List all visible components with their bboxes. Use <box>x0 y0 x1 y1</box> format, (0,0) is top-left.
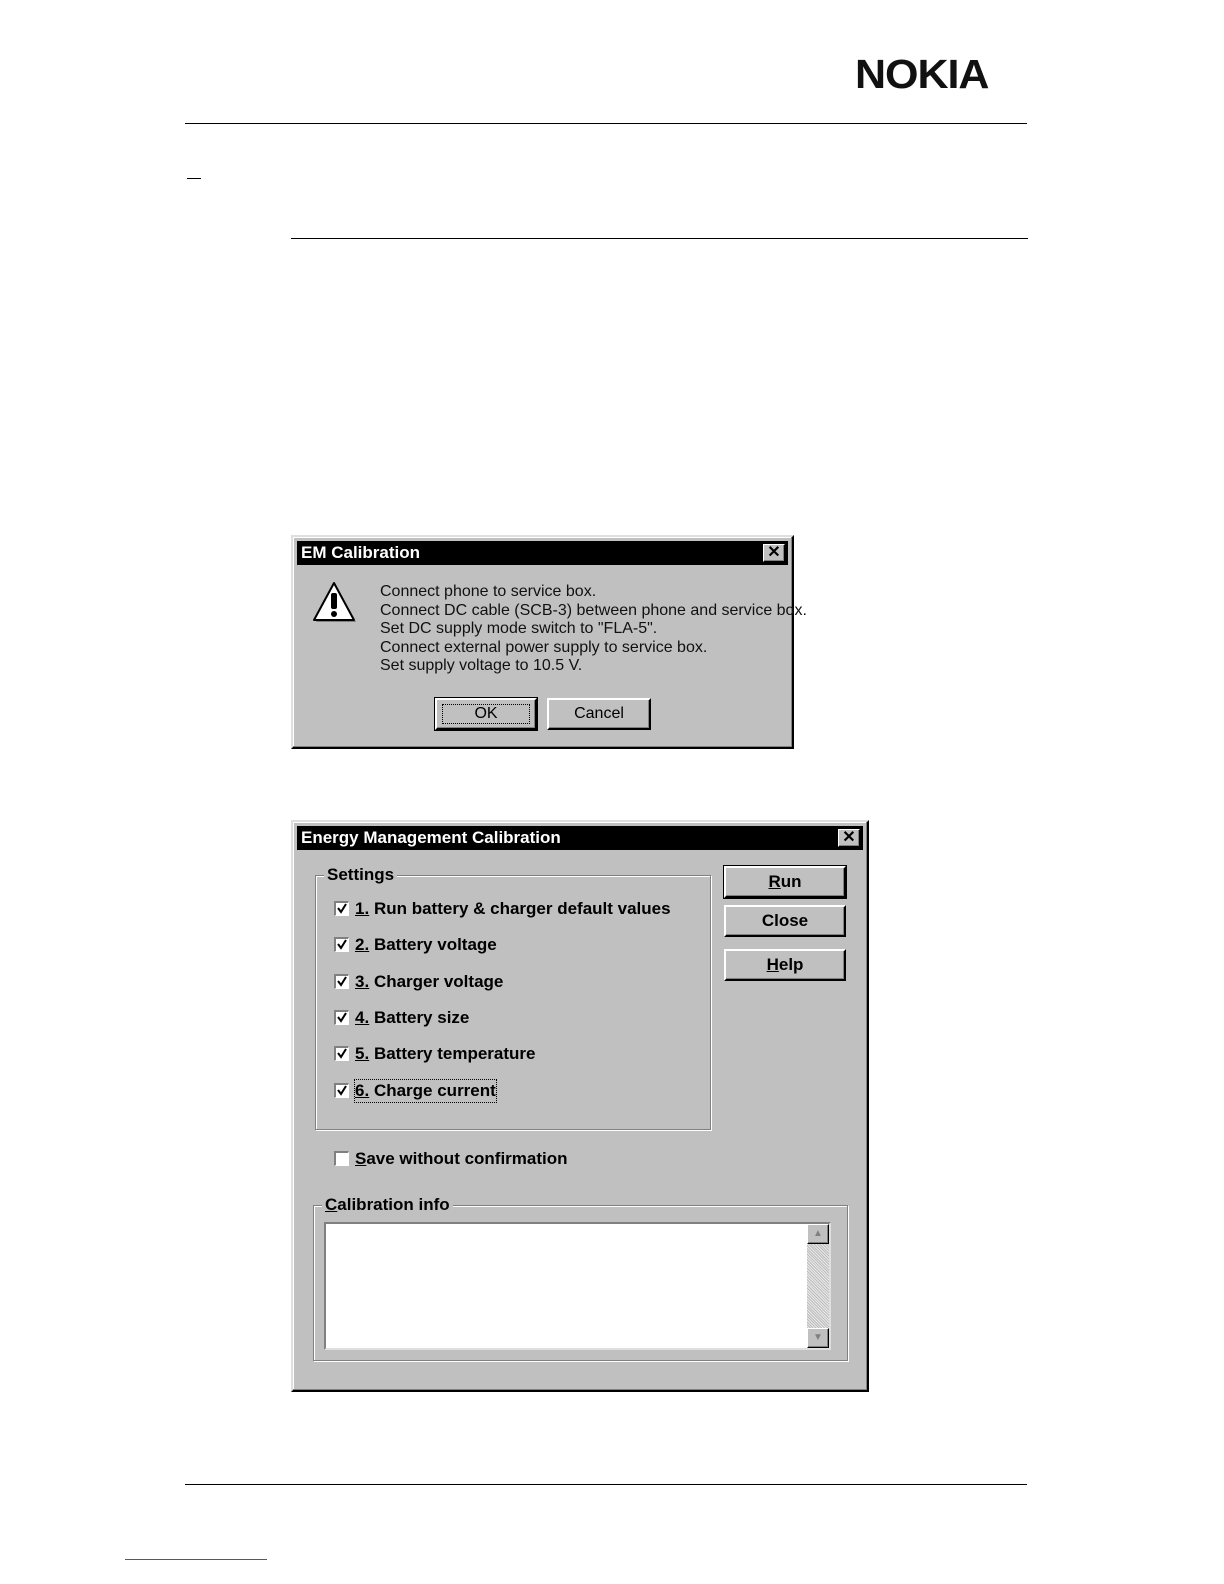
setting-number: 6 <box>355 1081 365 1100</box>
message-line: Connect external power supply to service box. <box>380 638 708 656</box>
close-label: Close <box>761 911 809 930</box>
em-calibration-title: EM Calibration <box>301 543 421 562</box>
vertical-scrollbar[interactable] <box>807 1224 829 1348</box>
save-without-confirmation-checkbox[interactable] <box>334 1151 349 1166</box>
setting-label: 4. Battery size <box>355 1008 470 1027</box>
save-hotkey: S <box>355 1149 367 1168</box>
setting-label: 3. Charger voltage <box>355 972 504 991</box>
setting-text: Charger voltage <box>373 972 504 991</box>
checkbox[interactable] <box>334 1083 349 1098</box>
save-label-rest: ave without confirmation <box>366 1149 568 1168</box>
setting-text: Battery voltage <box>373 935 497 954</box>
run-hotkey: R <box>768 872 781 891</box>
run-label: un <box>780 872 802 891</box>
emc-titlebar <box>297 826 863 850</box>
nokia-logo: NOKIA <box>855 51 989 97</box>
setting-label: 1. Run battery & charger default values <box>355 899 671 918</box>
emc-title: Energy Management Calibration <box>301 828 561 847</box>
settings-label: Settings <box>324 865 397 885</box>
help-button[interactable] <box>724 949 846 981</box>
checkbox[interactable] <box>334 1010 349 1025</box>
help-hotkey: H <box>766 955 779 974</box>
em-calibration-titlebar <box>297 541 788 565</box>
scroll-up-arrow-icon[interactable]: ▲ <box>807 1224 829 1244</box>
section-rule <box>291 238 1028 239</box>
help-label: elp <box>778 955 804 974</box>
run-button[interactable] <box>724 866 846 898</box>
checkbox[interactable] <box>334 937 349 952</box>
setting-number: 3 <box>355 972 365 991</box>
footer-rule <box>185 1484 1027 1485</box>
setting-number: 5 <box>355 1044 365 1063</box>
calibration-info-label <box>322 1195 453 1215</box>
message-line: Set supply voltage to 10.5 V. <box>380 657 583 674</box>
calibration-info-group <box>313 1195 848 1361</box>
setting-text: Run battery & charger default values <box>373 899 671 918</box>
close-icon[interactable]: ✕ <box>838 829 860 847</box>
save-without-confirmation-label <box>355 1148 568 1170</box>
ok-button[interactable] <box>435 698 537 730</box>
setting-number: 1 <box>355 899 365 918</box>
message-line: Connect DC cable (SCB-3) between phone and service box. <box>380 601 807 619</box>
setting-label: 6. Charge current <box>355 1081 496 1100</box>
setting-label: 2. Battery voltage <box>355 935 497 954</box>
calibration-label-rest: alibration info <box>337 1195 450 1214</box>
header-rule <box>185 123 1027 124</box>
warning-icon <box>311 581 357 625</box>
close-icon[interactable]: ✕ <box>763 544 785 562</box>
setting-label: 5. Battery temperature <box>355 1044 536 1063</box>
message-line: Connect phone to service box. <box>380 583 597 600</box>
footer-link-underline <box>125 1559 267 1560</box>
cancel-button-label: Cancel <box>574 705 624 722</box>
close-button[interactable] <box>724 905 846 937</box>
setting-text: Battery temperature <box>373 1044 536 1063</box>
checkbox[interactable] <box>334 901 349 916</box>
setting-text: Battery size <box>373 1008 470 1027</box>
message-line: Set DC supply mode switch to "FLA-5". <box>380 620 658 637</box>
settings-group <box>315 865 711 1130</box>
em-calibration-dialog <box>291 535 807 749</box>
setting-number: 2 <box>355 935 365 954</box>
calibration-hotkey: C <box>325 1195 338 1214</box>
em-calibration-message <box>380 583 807 676</box>
checkbox[interactable] <box>334 1046 349 1061</box>
cancel-button[interactable] <box>547 698 651 730</box>
ok-button-label: OK <box>474 705 498 722</box>
margin-dash <box>187 178 201 179</box>
ok-focus-rect <box>442 704 530 724</box>
setting-text: Charge current <box>373 1081 496 1100</box>
calibration-info-textarea[interactable] <box>324 1222 831 1350</box>
energy-management-calibration-dialog <box>291 820 869 1392</box>
setting-number: 4 <box>355 1008 365 1027</box>
scroll-down-arrow-icon[interactable]: ▼ <box>807 1328 829 1348</box>
checkbox[interactable] <box>334 974 349 989</box>
